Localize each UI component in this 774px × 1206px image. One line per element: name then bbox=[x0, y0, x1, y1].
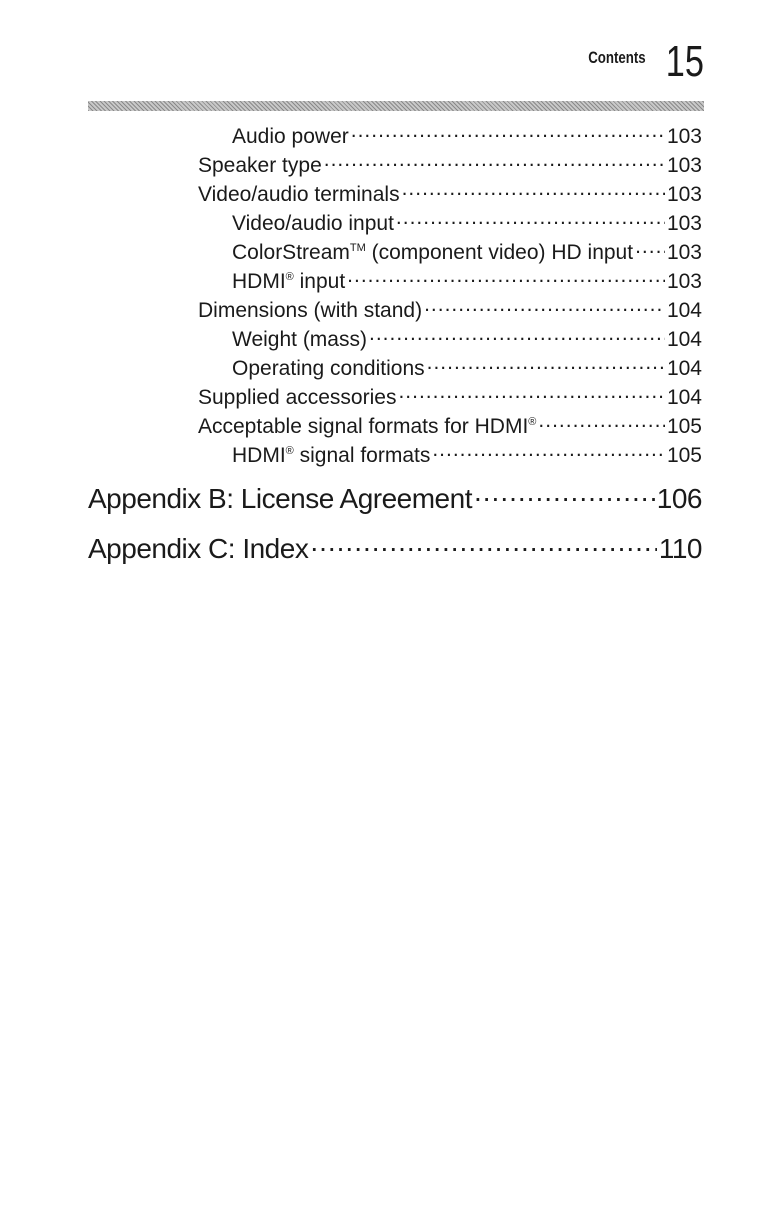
toc-entry-page: 105 bbox=[666, 444, 702, 467]
toc-entry-label: Appendix C: Index bbox=[88, 533, 309, 564]
toc-entry-label: Operating conditions bbox=[232, 357, 425, 380]
toc-entry-label: ColorStream™ (component video) HD input bbox=[232, 241, 634, 264]
toc-entry-speaker-type[interactable] bbox=[198, 151, 702, 180]
toc-entry-weight[interactable] bbox=[232, 325, 702, 354]
dot-leader bbox=[347, 267, 665, 288]
dot-leader bbox=[310, 530, 657, 558]
section-title: Contents bbox=[588, 48, 646, 67]
toc-entry-label: Acceptable signal formats for HDMI® bbox=[198, 415, 537, 438]
dot-leader bbox=[635, 238, 665, 259]
toc-entry-page: 103 bbox=[666, 241, 702, 264]
toc-entry-page: 103 bbox=[666, 212, 702, 235]
toc-entry-page: 103 bbox=[666, 125, 702, 148]
dot-leader bbox=[474, 480, 655, 508]
toc-entry-page: 105 bbox=[666, 415, 702, 438]
dot-leader bbox=[402, 180, 665, 201]
toc-entry-audio-power[interactable] bbox=[232, 122, 702, 151]
toc-entry-acceptable-signal-formats[interactable] bbox=[198, 412, 702, 441]
toc-entry-page: 106 bbox=[656, 483, 702, 514]
dot-leader bbox=[324, 151, 665, 172]
dot-leader bbox=[432, 441, 665, 462]
toc-entry-page: 104 bbox=[666, 299, 702, 322]
toc-entry-video-audio-terminals[interactable] bbox=[198, 180, 702, 209]
toc-entry-page: 104 bbox=[666, 386, 702, 409]
toc-entry-label: HDMI® signal formats bbox=[232, 444, 431, 467]
dot-leader bbox=[424, 296, 665, 317]
dot-leader bbox=[398, 383, 665, 404]
page-header bbox=[0, 0, 774, 100]
dot-leader bbox=[351, 122, 665, 143]
toc-entry-dimensions[interactable] bbox=[198, 296, 702, 325]
toc-entry-label: Audio power bbox=[232, 125, 349, 148]
dot-leader bbox=[427, 354, 665, 375]
toc-entry-page: 103 bbox=[666, 270, 702, 293]
dot-leader bbox=[538, 412, 665, 433]
toc-entry-appendix-b[interactable] bbox=[88, 480, 702, 518]
toc-entry-page: 110 bbox=[658, 533, 702, 564]
dot-leader bbox=[396, 209, 665, 230]
toc-entry-label: Dimensions (with stand) bbox=[198, 299, 423, 322]
page-number: 15 bbox=[665, 37, 704, 86]
toc-entry-label: Appendix B: License Agreement bbox=[88, 483, 472, 514]
toc-entry-label: HDMI® input bbox=[232, 270, 346, 293]
toc-entry-supplied-accessories[interactable] bbox=[198, 383, 702, 412]
toc-entry-hdmi-signal-formats[interactable] bbox=[232, 441, 702, 470]
toc-entry-appendix-c[interactable] bbox=[88, 530, 702, 568]
toc-entry-page: 104 bbox=[666, 328, 702, 351]
toc-entry-page: 103 bbox=[666, 154, 702, 177]
toc-entry-colorstream-input[interactable] bbox=[232, 238, 702, 267]
toc-entry-label: Supplied accessories bbox=[198, 386, 397, 409]
toc-entry-label: Speaker type bbox=[198, 154, 322, 177]
toc-entry-page: 104 bbox=[666, 357, 702, 380]
dot-leader bbox=[369, 325, 665, 346]
toc-entry-label: Video/audio terminals bbox=[198, 183, 400, 206]
toc-entry-operating-conditions[interactable] bbox=[232, 354, 702, 383]
header-rule bbox=[88, 101, 704, 111]
toc-entry-page: 103 bbox=[666, 183, 702, 206]
toc-entry-hdmi-input[interactable] bbox=[232, 267, 702, 296]
toc-entry-label: Video/audio input bbox=[232, 212, 394, 235]
toc-entry-video-audio-input[interactable] bbox=[232, 209, 702, 238]
toc-entry-label: Weight (mass) bbox=[232, 328, 367, 351]
